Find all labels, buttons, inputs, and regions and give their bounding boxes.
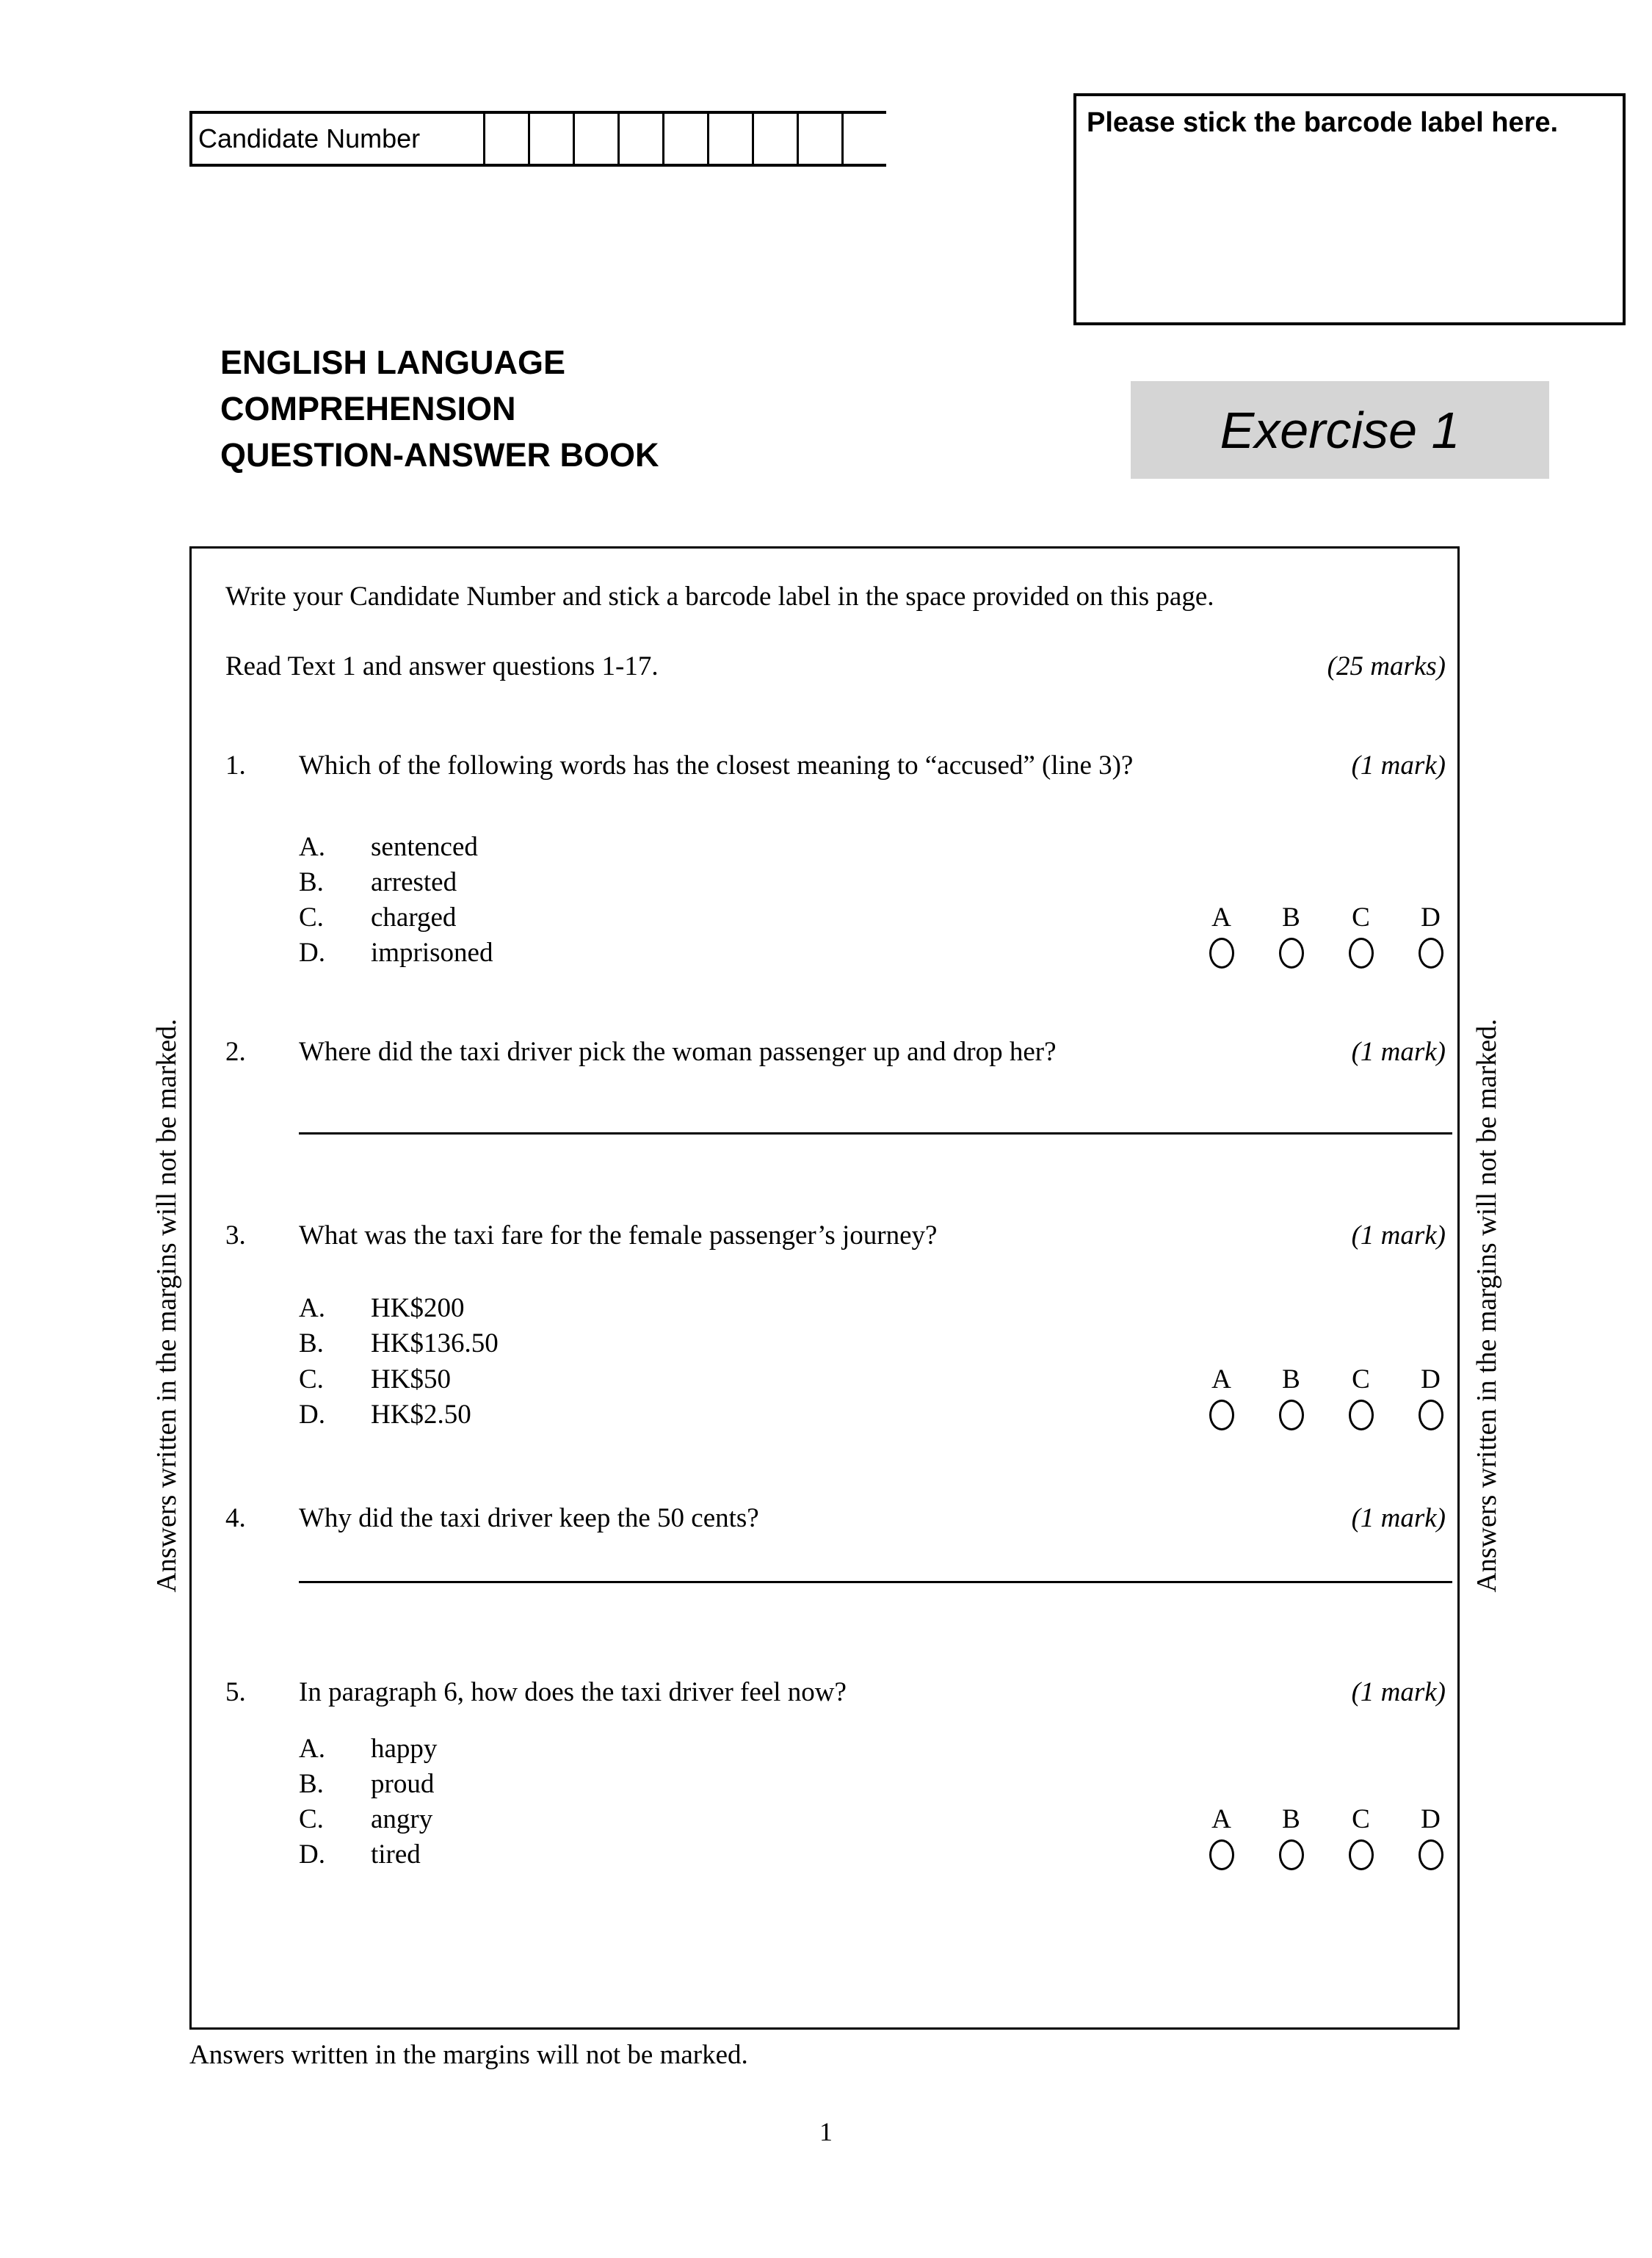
question-3-text: What was the taxi fare for the female passenger’s journey?: [299, 1220, 938, 1251]
question-3-number: 3.: [225, 1220, 246, 1251]
question-1-answer-circle-d[interactable]: [1419, 938, 1443, 969]
instruction-write-candidate-row: [225, 580, 1446, 614]
question-1-answer-grid: [1187, 901, 1466, 969]
option-text: tired: [371, 1839, 421, 1870]
question-3-option-b: [299, 1327, 499, 1361]
question-4: [225, 1502, 1446, 1535]
option-letter: B.: [299, 1769, 324, 1799]
answer-letter-a: A: [1211, 902, 1231, 933]
question-3: [225, 1219, 1446, 1253]
instruction-write-candidate: Write your Candidate Number and stick a barcode label in the space provided on this page.: [225, 582, 1214, 612]
question-3-answer-circle-a[interactable]: [1209, 1400, 1234, 1430]
question-2: [225, 1035, 1446, 1069]
question-4-text: Why did the taxi driver keep the 50 cents?: [299, 1503, 759, 1533]
exercise-badge: [1131, 381, 1549, 479]
option-letter: D.: [299, 1839, 325, 1870]
page-number: 1: [819, 2117, 833, 2146]
question-3-mark: (1 mark): [1351, 1220, 1446, 1251]
candidate-number-cell-9[interactable]: [841, 114, 886, 164]
option-text: HK$136.50: [371, 1328, 499, 1358]
option-text: HK$200: [371, 1293, 465, 1323]
question-4-answer-line[interactable]: [299, 1581, 1452, 1583]
question-1-option-d: [299, 936, 493, 970]
barcode-instruction: Please stick the barcode label here.: [1087, 107, 1559, 138]
question-1-option-a: [299, 831, 478, 864]
question-4-number: 4.: [225, 1503, 246, 1533]
question-3-option-c: [299, 1363, 451, 1397]
question-2-answer-line[interactable]: [299, 1132, 1452, 1135]
candidate-number-cell-2[interactable]: [528, 114, 573, 164]
question-3-option-a: [299, 1292, 464, 1325]
answer-letter-b: B: [1282, 902, 1300, 933]
candidate-number-cell-5[interactable]: [662, 114, 707, 164]
answer-letter-d: D: [1421, 1364, 1441, 1394]
candidate-number-cell-4[interactable]: [617, 114, 662, 164]
question-3-answer-circle-b[interactable]: [1279, 1400, 1304, 1430]
instruction-read-text: Read Text 1 and answer questions 1-17.: [225, 651, 659, 681]
answer-letter-d: D: [1421, 902, 1441, 933]
option-text: HK$2.50: [371, 1400, 471, 1430]
document-title: [220, 339, 659, 478]
exercise-label: Exercise 1: [1220, 401, 1460, 459]
option-text: imprisoned: [371, 938, 493, 968]
question-1-option-c: [299, 901, 456, 935]
question-5-answer-circle-a[interactable]: [1209, 1839, 1234, 1870]
title-line-2: COMPREHENSION: [220, 390, 516, 427]
candidate-number-box: [189, 111, 886, 167]
question-1-answer-circle-c[interactable]: [1349, 938, 1374, 969]
question-5-option-d: [299, 1838, 421, 1872]
option-letter: D.: [299, 1400, 325, 1430]
question-1-mark: (1 mark): [1351, 750, 1446, 781]
candidate-number-cell-6[interactable]: [707, 114, 752, 164]
margin-note-right: Answers written in the margins will not be marked.: [1471, 1018, 1502, 1593]
question-1-text: Which of the following words has the closest meaning to “accused” (line 3)?: [299, 750, 1134, 781]
option-text: charged: [371, 902, 457, 933]
answer-letter-b: B: [1282, 1364, 1300, 1394]
option-text: angry: [371, 1804, 433, 1834]
question-5-text: In paragraph 6, how does the taxi driver feel now?: [299, 1677, 847, 1707]
question-5-option-b: [299, 1767, 434, 1801]
question-1: [225, 749, 1446, 783]
answer-letter-c: C: [1352, 902, 1370, 933]
option-letter: B.: [299, 1328, 324, 1358]
question-2-number: 2.: [225, 1037, 246, 1067]
question-5-mark: (1 mark): [1351, 1677, 1446, 1707]
question-1-answer-circle-b[interactable]: [1279, 938, 1304, 969]
question-3-answer-circle-d[interactable]: [1419, 1400, 1443, 1430]
option-letter: C.: [299, 1364, 324, 1394]
question-5-option-c: [299, 1803, 432, 1837]
question-5-answer-circle-c[interactable]: [1349, 1839, 1374, 1870]
answer-letter-c: C: [1352, 1804, 1370, 1834]
option-text: proud: [371, 1769, 435, 1799]
footer-margin-note: Answers written in the margins will not be marked.: [189, 2040, 748, 2070]
title-line-1: ENGLISH LANGUAGE: [220, 344, 566, 381]
option-letter: A.: [299, 1734, 325, 1764]
answer-letter-a: A: [1211, 1364, 1231, 1394]
question-4-mark: (1 mark): [1351, 1503, 1446, 1533]
instruction-read-text-row: [225, 650, 1446, 684]
answer-letter-b: B: [1282, 1804, 1300, 1834]
answer-letter-a: A: [1211, 1804, 1231, 1834]
barcode-box: [1073, 93, 1626, 325]
question-3-option-d: [299, 1398, 471, 1432]
margin-note-left: Answers written in the margins will not be marked.: [151, 1018, 182, 1593]
total-marks: (25 marks): [1327, 651, 1446, 681]
question-5-option-a: [299, 1732, 437, 1766]
question-1-number: 1.: [225, 750, 246, 781]
question-3-answer-circle-c[interactable]: [1349, 1400, 1374, 1430]
option-text: sentenced: [371, 832, 478, 862]
option-letter: D.: [299, 938, 325, 968]
question-1-answer-circle-a[interactable]: [1209, 938, 1234, 969]
question-5: [225, 1676, 1446, 1709]
title-line-3: QUESTION-ANSWER BOOK: [220, 436, 659, 474]
candidate-number-cell-7[interactable]: [752, 114, 797, 164]
question-3-answer-grid: [1187, 1363, 1466, 1430]
candidate-number-label: Candidate Number: [198, 123, 421, 153]
question-2-mark: (1 mark): [1351, 1037, 1446, 1067]
candidate-number-cell-3[interactable]: [573, 114, 617, 164]
option-text: happy: [371, 1734, 438, 1764]
question-5-answer-grid: [1187, 1803, 1466, 1870]
option-letter: A.: [299, 1293, 325, 1323]
option-letter: C.: [299, 1804, 324, 1834]
question-5-answer-circle-d[interactable]: [1419, 1839, 1443, 1870]
candidate-number-cell-1[interactable]: [483, 114, 528, 164]
option-letter: C.: [299, 902, 324, 933]
question-5-answer-circle-b[interactable]: [1279, 1839, 1304, 1870]
option-text: HK$50: [371, 1364, 451, 1394]
question-1-option-b: [299, 866, 457, 900]
option-text: arrested: [371, 867, 457, 897]
answer-letter-c: C: [1352, 1364, 1370, 1394]
candidate-number-cell-8[interactable]: [797, 114, 841, 164]
question-box: [189, 546, 1460, 2030]
option-letter: B.: [299, 867, 324, 897]
answer-letter-d: D: [1421, 1804, 1441, 1834]
question-5-number: 5.: [225, 1677, 246, 1707]
option-letter: A.: [299, 832, 325, 862]
question-2-text: Where did the taxi driver pick the woman passenger up and drop her?: [299, 1037, 1057, 1067]
